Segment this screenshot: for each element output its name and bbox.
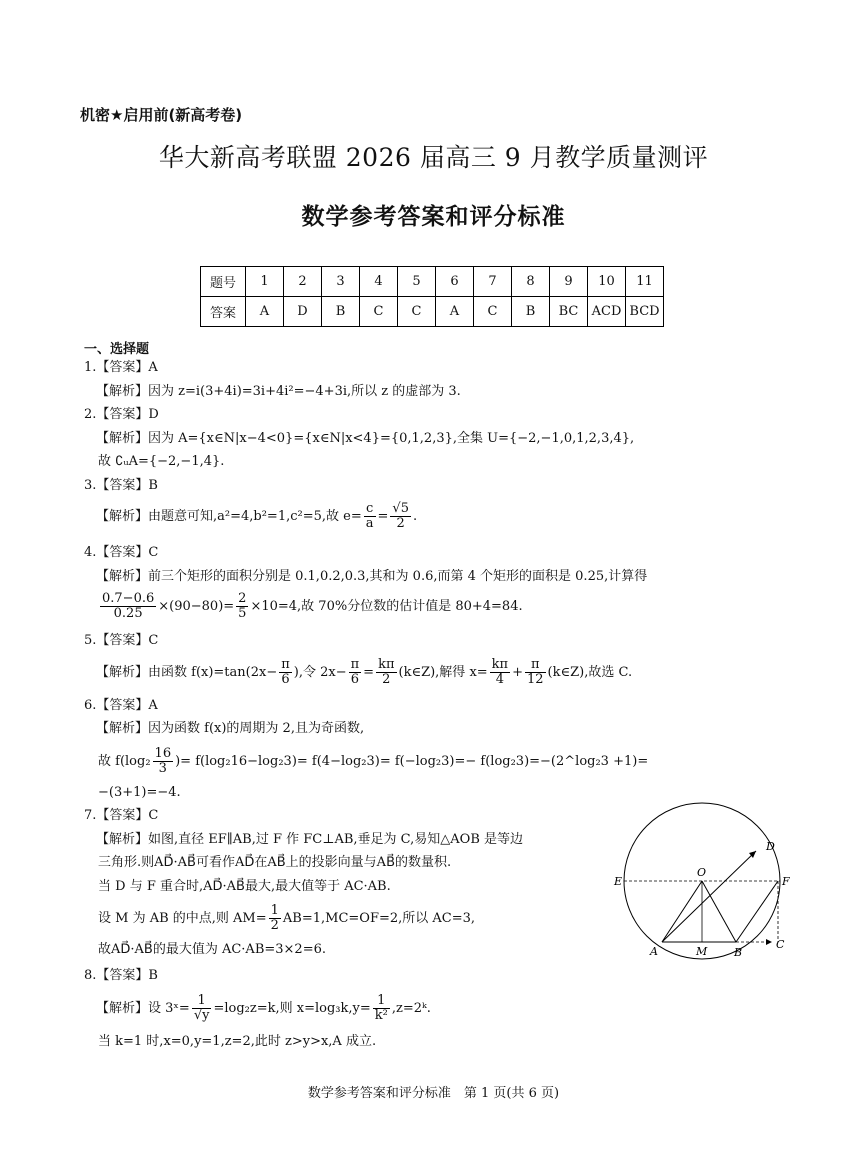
- fraction: [269, 904, 281, 933]
- denominator: 0.25: [113, 606, 143, 621]
- q4-explanation: 【解析】前三个矩形的面积分别是 0.1,0.2,0.3,其和为 0.6,而第 4 个矩形的面积是 0.25,计算得: [96, 569, 648, 584]
- text: ×(90−80)=: [158, 599, 235, 614]
- label-b: B: [734, 946, 743, 959]
- table-cell: 3: [322, 267, 360, 297]
- table-cell: A: [246, 297, 284, 327]
- label-d: D: [766, 840, 775, 853]
- q6-explanation-line3: −(3+1)=−4.: [98, 785, 181, 800]
- q1-answer: 1.【答案】A: [84, 360, 158, 375]
- q3-text: 【解析】由题意可知,a²=4,b²=1,c²=5,故 e=: [96, 509, 362, 524]
- q7-line5: 故AD⃗·AB⃗的最大值为 AC·AB=3×2=6.: [98, 942, 327, 957]
- q8-line1: [96, 992, 431, 1026]
- table-cell: C: [398, 297, 436, 327]
- label-m: M: [696, 945, 708, 958]
- text: =: [363, 665, 375, 680]
- vector-ad: [662, 851, 756, 942]
- table-cell: 11: [626, 267, 664, 297]
- q6-explanation: 【解析】因为函数 f(x)的周期为 2,且为奇函数,: [96, 721, 365, 736]
- q4-answer: 4.【答案】C: [84, 545, 159, 560]
- table-cell: 9: [550, 267, 588, 297]
- q7-line1: 【解析】如图,直径 EF∥AB,过 F 作 FC⊥AB,垂足为 C,易知△AOB 是等边: [96, 832, 524, 847]
- text: 【解析】由函数 f(x)=tan(2x−: [96, 665, 278, 680]
- denominator: 4: [495, 672, 505, 687]
- denominator: k²: [374, 1008, 388, 1023]
- fraction: [153, 747, 174, 776]
- answer-table: [200, 266, 664, 327]
- geometry-diagram: [610, 800, 800, 965]
- denominator: √y: [193, 1008, 210, 1023]
- numerator: √5: [392, 501, 409, 516]
- text: )= f(log₂16−log₂3)= f(4−log₂3)= f(−log₂3)=− f(log₂3)=−(2^log₂3 +1)=: [175, 754, 649, 769]
- denominator: 2: [270, 918, 279, 933]
- denominator: 2: [382, 672, 391, 687]
- fraction: [373, 994, 390, 1023]
- table-cell: 题号: [201, 267, 246, 297]
- table-cell: 4: [360, 267, 398, 297]
- text: ×10=4,故 70%分位数的估计值是 80+4=84.: [250, 599, 523, 614]
- text: =log₂z=k,则 x=log₃k,y=: [213, 1001, 371, 1016]
- label-c: C: [776, 938, 785, 951]
- numerator: π: [350, 657, 360, 672]
- arrow-head: [766, 939, 772, 945]
- page-footer: 数学参考答案和评分标准 第 1 页(共 6 页): [307, 1086, 560, 1101]
- numerator: 1: [373, 994, 390, 1009]
- numerator: 1: [270, 903, 279, 918]
- numerator: c: [364, 502, 376, 517]
- text: =: [377, 509, 389, 524]
- q6-answer: 6.【答案】A: [84, 698, 158, 713]
- answer-table-number-row: [201, 267, 664, 297]
- table-cell: 6: [436, 267, 474, 297]
- segment-oa: [662, 881, 702, 942]
- fraction: [490, 658, 510, 687]
- numerator: 2: [238, 591, 247, 606]
- q6-explanation-line2: [98, 745, 648, 779]
- numerator: π: [281, 657, 290, 672]
- table-cell: C: [360, 297, 398, 327]
- denominator: 12: [527, 672, 544, 687]
- fraction: [100, 592, 156, 621]
- numerator: kπ: [491, 657, 509, 672]
- q7-answer: 7.【答案】C: [84, 808, 159, 823]
- q8-answer: 8.【答案】B: [84, 968, 158, 983]
- q5-answer: 5.【答案】C: [84, 633, 159, 648]
- answer-table-answer-row: [201, 297, 664, 327]
- text: 故 f(log₂: [98, 754, 151, 769]
- table-cell: 7: [474, 267, 512, 297]
- denominator: 3: [158, 761, 167, 776]
- table-cell: 答案: [201, 297, 246, 327]
- denominator: 5: [238, 606, 247, 621]
- table-cell: 8: [512, 267, 550, 297]
- q1-explanation: 【解析】因为 z=i(3+4i)=3i+4i²=−4+3i,所以 z 的虚部为 3.: [96, 384, 461, 399]
- q2-answer: 2.【答案】D: [84, 407, 159, 422]
- text: AB=1,MC=OF=2,所以 AC=3,: [282, 911, 476, 926]
- text: .: [412, 509, 418, 524]
- q4-explanation-line2: [98, 590, 523, 624]
- table-cell: 2: [284, 267, 322, 297]
- numerator: kπ: [378, 657, 395, 672]
- table-cell: ACD: [588, 297, 626, 327]
- text: ,z=2ᵏ.: [391, 1001, 431, 1016]
- table-cell: A: [436, 297, 474, 327]
- text: (k∈Z),故选 C.: [547, 665, 633, 680]
- text: ),令 2x−: [293, 665, 347, 680]
- fraction: [192, 994, 212, 1023]
- denominator: a: [365, 516, 374, 531]
- text: (k∈Z),解得 x=: [398, 665, 488, 680]
- q3-answer: 3.【答案】B: [84, 478, 158, 493]
- label-o: O: [697, 866, 707, 879]
- table-cell: 1: [246, 267, 284, 297]
- text: +: [512, 665, 523, 680]
- denominator: 6: [281, 672, 290, 687]
- page-title: 华大新高考联盟 2026 届高三 9 月教学质量测评: [158, 143, 709, 172]
- denominator: 2: [396, 516, 405, 531]
- confidential-label: 机密★启用前(新高考卷): [80, 106, 243, 124]
- page-subtitle: 数学参考答案和评分标准: [301, 204, 566, 230]
- fraction: [236, 592, 248, 621]
- denominator: 6: [350, 672, 360, 687]
- fraction: [390, 502, 411, 531]
- table-cell: C: [474, 297, 512, 327]
- table-cell: B: [322, 297, 360, 327]
- section-title: 一、选择题: [84, 342, 150, 357]
- numerator: 16: [154, 746, 172, 761]
- table-cell: 10: [588, 267, 626, 297]
- table-cell: 5: [398, 267, 436, 297]
- q7-line4: [98, 902, 475, 936]
- q7-line2: 三角形.则AD⃗·AB⃗可看作AD⃗在AB⃗上的投影向量与AB⃗的数量积.: [98, 855, 452, 870]
- q7-line3: 当 D 与 F 重合时,AD⃗·AB⃗最大,最大值等于 AC·AB.: [98, 879, 391, 894]
- segment-ob: [702, 881, 736, 942]
- numerator: 1: [192, 994, 212, 1009]
- fraction: [364, 502, 376, 531]
- q2-explanation: 【解析】因为 A={x∈N|x−4<0}={x∈N|x<4}={0,1,2,3},全集 U={−2,−1,0,1,2,3,4},: [96, 431, 635, 446]
- table-cell: B: [512, 297, 550, 327]
- label-f: F: [782, 875, 790, 888]
- q8-line2: 当 k=1 时,x=0,y=1,z=2,此时 z>y>x,A 成立.: [98, 1034, 377, 1049]
- label-e: E: [614, 875, 623, 888]
- table-cell: BCD: [626, 297, 664, 327]
- q5-explanation: [96, 656, 632, 690]
- segment-bf: [736, 881, 778, 942]
- text: 设 M 为 AB 的中点,则 AM=: [98, 911, 267, 926]
- q2-explanation-line2: 故 ∁ᵤA={−2,−1,4}.: [98, 454, 225, 469]
- fraction: [279, 658, 292, 687]
- fraction: [349, 658, 362, 687]
- numerator: π: [525, 658, 546, 673]
- label-a: A: [650, 945, 658, 958]
- q3-explanation: [96, 500, 417, 534]
- table-cell: D: [284, 297, 322, 327]
- fraction: [525, 658, 546, 687]
- numerator: 0.7−0.6: [102, 591, 155, 606]
- fraction: [376, 658, 396, 687]
- text: 【解析】设 3ˣ=: [96, 1001, 190, 1016]
- table-cell: BC: [550, 297, 588, 327]
